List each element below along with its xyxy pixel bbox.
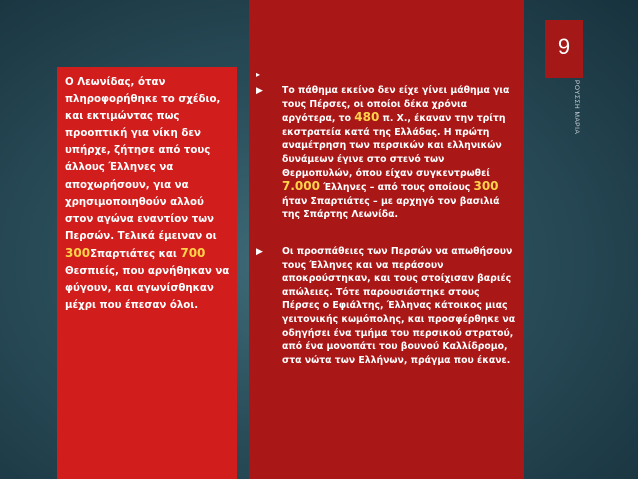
author-vertical-label: ΡΟΥΣΣΗ ΜΑΡΙΑ	[573, 80, 580, 135]
highlight-480: 480	[354, 110, 380, 125]
bullet-paragraph-1	[256, 84, 518, 222]
left-paragraph	[65, 74, 233, 314]
highlight-7000: 7.000	[282, 179, 320, 194]
paragraph-1-text	[282, 84, 518, 222]
p1-text-a: Το πάθημα εκείνο δεν είχε γίνει μάθημα για τους Πέρσες, οι οποίοι δέκα χρόνια αργότερα, το	[282, 85, 510, 125]
paragraph-2-text: Οι προσπάθειες των Περσών να απωθήσουν τους Έλληνες και να περάσουν αποκρούστηκαν, και τους στοίχισαν βαριές απώλειες. Τότε παρουσιάστηκε στους Πέρσες ο Εφιάλτης, Έλληνας κάτοικος μιας γειτονικής κωμόπολης, και προσφέρθηκε να οδηγήσει ένα τμήμα του περσικού στρατού, από ένα μονοπάτι του βουνού Καλλίδρομο, στα νώτα των Ελλήνων, πράγμα που έκανε.	[282, 246, 516, 366]
highlight-300: 300	[65, 245, 91, 260]
bullet-arrow-icon: ▶	[256, 247, 263, 257]
highlight-300-b: 300	[473, 179, 499, 194]
bullet-arrow-icon: ▶	[256, 86, 263, 96]
p1-text-d: ήταν Σπαρτιάτες – με αρχηγό τον βασιλιά της Σπάρτης Λεωνίδα.	[282, 195, 500, 221]
left-text-part2: Σπαρτιάτες και	[90, 248, 181, 260]
p1-text-c: Έλληνες – από τους οποίους	[319, 182, 474, 194]
main-content-box	[249, 0, 524, 479]
slide-number-box	[545, 20, 583, 78]
left-text-part3: Θεσπιείς, που αρνήθηκαν να φύγουν, και αγωνίσθηκαν μέχρι που έπεσαν όλοι.	[65, 266, 230, 312]
highlight-700: 700	[180, 245, 206, 260]
empty-bullet-icon: ▸	[256, 70, 261, 79]
left-text-part1: Ο Λεωνίδας, όταν πληροφορήθηκε το σχέδιο, και εκτιμώντας πως προοπτική για νίκη δεν υπήρχε, ζήτησε από τους άλλους Έλληνες να αποχωρήσουν, για να χρησιμοποιηθούν αλλού στον αγώνα εναντίον των Περσών. Τελικά έμειναν οι	[65, 77, 221, 242]
p1-text-b: π. Χ., έκαναν την τρίτη εκστρατεία κατά της Ελλάδας. Η πρώτη αναμέτρηση των περσικών και ελληνικών δυνάμεων έγινε στο στενό των Θερμοπυλών, όπου είχαν συγκεντρωθεί	[282, 113, 506, 179]
left-text-box	[57, 67, 237, 479]
slide-number: 9	[557, 34, 571, 59]
bullet-paragraph-2	[256, 245, 518, 367]
